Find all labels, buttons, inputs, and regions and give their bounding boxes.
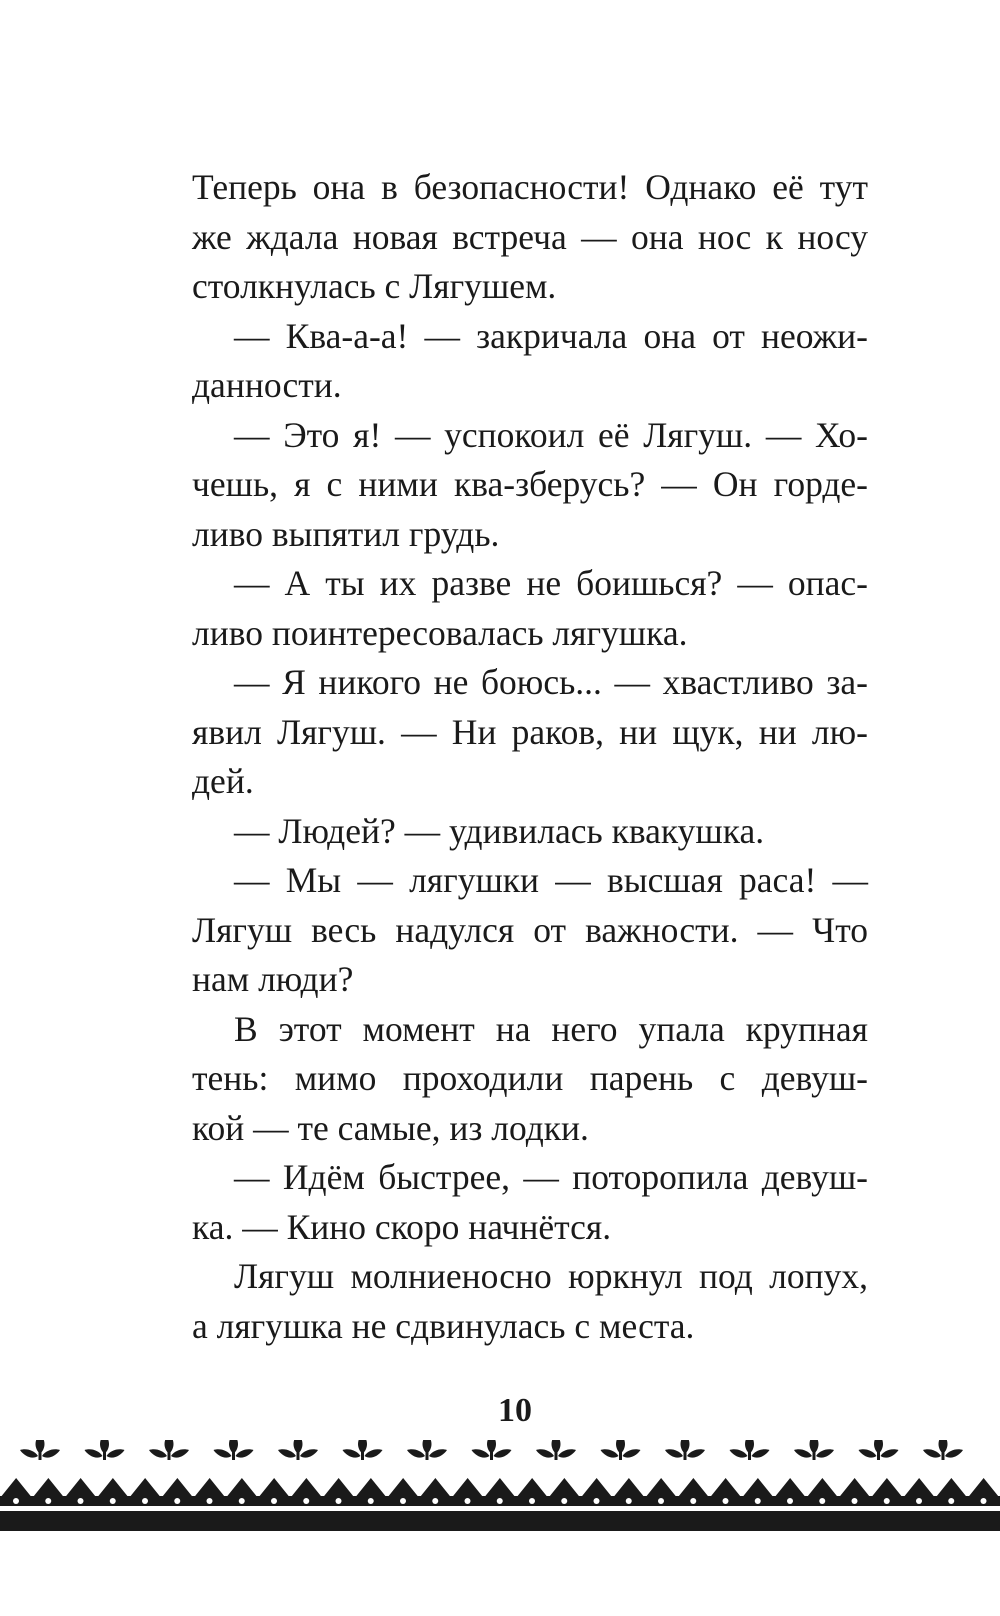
text-line: Лягуш молниеносно юркнул под лопух, bbox=[234, 1256, 868, 1296]
decorative-border bbox=[0, 1440, 1000, 1616]
text-line: кой — те самые, из лодки. bbox=[192, 1107, 589, 1148]
dot bbox=[13, 1498, 19, 1504]
dot bbox=[658, 1498, 664, 1504]
dot bbox=[110, 1498, 116, 1504]
leaf-sprout-icon bbox=[730, 1440, 770, 1460]
dot bbox=[529, 1498, 535, 1504]
text-line: ливо выпятил грудь. bbox=[192, 513, 500, 554]
dot bbox=[45, 1498, 51, 1504]
leaf-sprout-icon bbox=[923, 1440, 963, 1460]
leaf-sprout-icon bbox=[472, 1440, 512, 1460]
leaf-sprout-icon bbox=[149, 1440, 189, 1460]
dot bbox=[948, 1498, 954, 1504]
dot bbox=[916, 1498, 922, 1504]
text-line: ка. — Кино скоро начнётся. bbox=[192, 1206, 612, 1247]
leaf-sprout-icon bbox=[859, 1440, 899, 1460]
text-line: — Я никого не боюсь... — хвастливо за- bbox=[234, 662, 868, 702]
dot bbox=[755, 1498, 761, 1504]
dot bbox=[594, 1498, 600, 1504]
text-line: — Мы — лягушки — высшая раса! — bbox=[234, 860, 868, 900]
text-line: — А ты их разве не боишься? — опас- bbox=[234, 563, 868, 603]
dot bbox=[368, 1498, 374, 1504]
dot bbox=[787, 1498, 793, 1504]
leaf-sprout-icon bbox=[85, 1440, 125, 1460]
dot bbox=[819, 1498, 825, 1504]
dot bbox=[561, 1498, 567, 1504]
leaf-sprout-icon bbox=[536, 1440, 576, 1460]
text-line: чешь, я с ними ква-зберусь? — Он горде- bbox=[192, 464, 868, 504]
text-line: дей. bbox=[192, 761, 254, 801]
dot bbox=[626, 1498, 632, 1504]
leaf-sprout-icon bbox=[665, 1440, 705, 1460]
text-line: — Людей? — удивилась квакушка. bbox=[234, 810, 765, 851]
dot bbox=[207, 1498, 213, 1504]
leaf-sprout-icon bbox=[794, 1440, 834, 1460]
text-line: нам люди? bbox=[192, 959, 354, 999]
text-line: — Это я! — успокоил её Лягуш. — Хо- bbox=[234, 414, 868, 455]
dot bbox=[239, 1498, 245, 1504]
dot bbox=[884, 1498, 890, 1504]
leaf-sprout-icon bbox=[20, 1440, 60, 1460]
text-line: ливо поинтересовалась лягушка. bbox=[192, 612, 688, 653]
dot bbox=[852, 1498, 858, 1504]
dot bbox=[723, 1498, 729, 1504]
page-number: 10 bbox=[498, 1392, 532, 1429]
dot bbox=[78, 1498, 84, 1504]
text-line: столкнулась с Лягушем. bbox=[192, 266, 557, 306]
leaf-sprout-icon bbox=[278, 1440, 318, 1460]
text-line: явил Лягуш. — Ни раков, ни щук, ни лю- bbox=[192, 711, 868, 752]
dot bbox=[174, 1498, 180, 1504]
text-line: — Ква-а-а! — закричала она от неожи- bbox=[234, 315, 868, 356]
text-line: — Идём быстрее, — поторопила девуш- bbox=[234, 1157, 868, 1197]
dot bbox=[271, 1498, 277, 1504]
dot bbox=[690, 1498, 696, 1504]
bottom-bar bbox=[0, 1511, 1000, 1531]
sprout-row bbox=[20, 1440, 963, 1460]
text-line: данности. bbox=[192, 365, 342, 405]
leaf-sprout-icon bbox=[343, 1440, 383, 1460]
text-line: В этот момент на него упала крупная bbox=[234, 1008, 868, 1049]
text-line: тень: мимо проходили парень с девуш- bbox=[192, 1058, 868, 1098]
dot bbox=[303, 1498, 309, 1504]
dot bbox=[981, 1498, 987, 1504]
dot bbox=[142, 1498, 148, 1504]
page-text bbox=[192, 163, 868, 1351]
text-line: Лягуш весь надулся от важности. — Что bbox=[192, 909, 868, 950]
text-line: а лягушка не сдвинулась с места. bbox=[192, 1305, 695, 1346]
leaf-sprout-icon bbox=[214, 1440, 254, 1460]
dot bbox=[400, 1498, 406, 1504]
text-line: же ждала новая встреча — она нос к носу bbox=[192, 216, 868, 257]
dot bbox=[465, 1498, 471, 1504]
dot bbox=[432, 1498, 438, 1504]
dot bbox=[497, 1498, 503, 1504]
leaf-sprout-icon bbox=[407, 1440, 447, 1460]
leaf-sprout-icon bbox=[601, 1440, 641, 1460]
dot bbox=[336, 1498, 342, 1504]
text-line: Теперь она в безопасности! Однако её тут bbox=[192, 167, 868, 207]
